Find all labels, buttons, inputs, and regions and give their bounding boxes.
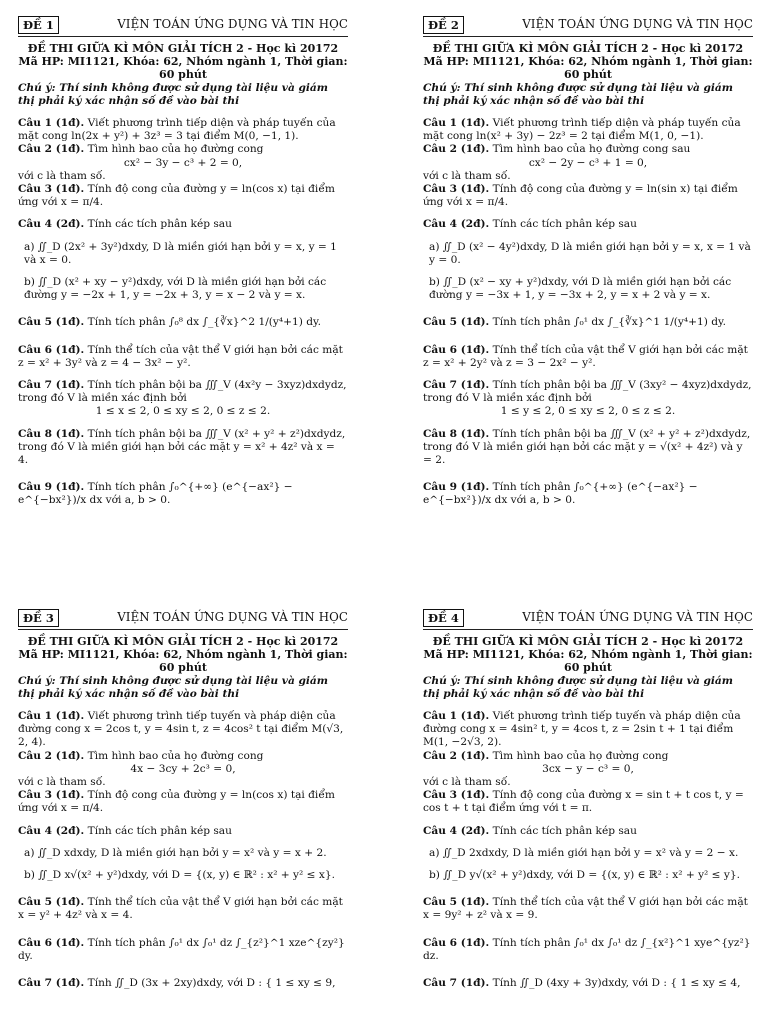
exam-1 — [18, 14, 348, 508]
question-8-domain: trong đó V là miền giới hạn bởi các mặt y = x² + 4z² và x = 4. — [18, 440, 335, 467]
question-7-domain: 1 ≤ x ≤ 2, 0 ≤ xy ≤ 2, 0 ≤ z ≤ 2. — [95, 405, 271, 418]
exam-title: ĐỀ THI GIỮA KÌ MÔN GIẢI TÍCH 2 - Học kì 20172 — [27, 635, 339, 648]
question-2-formula: 4x − 3cy + 2c³ = 0, — [130, 762, 236, 775]
question-3: Câu 3 (1đ). Tính độ cong của đường y = ln(cos x) tại điểm ứng với x = π/4. — [18, 789, 335, 815]
question-7: Câu 7 (1đ). Tính tích phân bội ba ∭_V (4x²y − 3xyz)dxdydz, — [18, 379, 347, 392]
exam-meta: Mã HP: MI1121, Khóa: 62, Nhóm ngành 1, Thời gian: 60 phút — [423, 648, 753, 675]
question-4a: a) ∬_D 2xdxdy, D là miền giới hạn bởi y = x² và y = 2 − x. — [429, 846, 739, 859]
question-8: Câu 8 (1đ). Tính tích phân bội ba ∭_V (x² + y² + z²)dxdydz, — [18, 427, 346, 440]
question-4a: a) ∬_D (x² − 4y²)dxdy, D là miền giới hạn bởi y = x, x = 1 và y = 0. — [429, 240, 751, 266]
question-8: Câu 8 (1đ). Tính tích phân bội ba ∭_V (x² + y² + z²)dxdydz, — [423, 427, 751, 440]
question-1: Câu 1 (1đ). Viết phương trình tiếp tuyến và pháp diện của đường cong x = 4sin² t, y = 4cos t, z = 2sin t + 1 tại điểm M(1, −2√3, 2). — [423, 710, 741, 749]
exam-2 — [423, 14, 753, 508]
question-7-domain-label: trong đó V là miền xác định bởi — [423, 392, 592, 405]
question-6: Câu 6 (1đ). Tính tích phân ∫₀¹ dx ∫₀¹ dz ∫_{x²}^1 xye^{yz²} dz. — [423, 936, 751, 962]
question-2-formula: 3cx − y − c³ = 0, — [542, 762, 634, 775]
question-2-note: với c là tham số. — [423, 169, 511, 182]
exam-header — [18, 607, 348, 630]
question-1: Câu 1 (1đ). Viết phương trình tiếp diện và pháp tuyến của mặt cong ln(2x + y²) + 3z³ = 3 tại điểm M(0, −1, 1). — [18, 117, 336, 143]
question-7: Câu 7 (1đ). Tính ∬_D (4xy + 3y)dxdy, với D : { 1 ≤ xy ≤ 4, — [423, 977, 741, 990]
institute-name: VIỆN TOÁN ỨNG DỤNG VÀ TIN HỌC — [117, 17, 348, 32]
question-4: Câu 4 (2đ). Tính các tích phân kép sau — [423, 824, 637, 837]
question-2: Câu 2 (1đ). Tìm hình bao của họ đường cong — [18, 143, 264, 156]
question-4b: b) ∬_D y√(x² + y²)dxdy, với D = {(x, y) ∈ ℝ² : x² + y² ≤ y}. — [429, 869, 740, 882]
exam-header — [18, 14, 348, 37]
question-4a: a) ∬_D xdxdy, D là miền giới hạn bởi y = x² và y = x + 2. — [24, 846, 327, 859]
question-4: Câu 4 (2đ). Tính các tích phân kép sau — [423, 218, 637, 231]
exam-meta: Mã HP: MI1121, Khóa: 62, Nhóm ngành 1, Thời gian: 60 phút — [423, 55, 753, 82]
institute-name: VIỆN TOÁN ỨNG DỤNG VÀ TIN HỌC — [117, 610, 348, 625]
question-2-note: với c là tham số. — [423, 776, 511, 789]
question-1: Câu 1 (1đ). Viết phương trình tiếp diện và pháp tuyến của mặt cong ln(x² + 3y) − 2z³ = 2 tại điểm M(1, 0, −1). — [423, 117, 741, 143]
question-8-domain: trong đó V là miền giới hạn bởi các mặt y = √(x² + 4z²) và y = 2. — [423, 440, 743, 467]
question-7-domain-label: trong đó V là miền xác định bởi — [18, 392, 187, 405]
exam-4 — [423, 607, 753, 1019]
question-6: Câu 6 (1đ). Tính thể tích của vật thể V giới hạn bởi các mặt z = x² + 2y² và z = 3 − 2x² − y². — [423, 343, 748, 369]
question-3: Câu 3 (1đ). Tính độ cong của đường x = sin t + t cos t, y = cos t + t tại điểm ứng với t = π. — [423, 789, 744, 815]
question-2-formula: cx² − 2y − c³ + 1 = 0, — [528, 156, 648, 169]
question-2-formula: cx² − 3y − c³ + 2 = 0, — [123, 156, 243, 169]
question-2: Câu 2 (1đ). Tìm hình bao của họ đường cong — [423, 749, 669, 762]
question-3: Câu 3 (1đ). Tính độ cong của đường y = ln(sin x) tại điểm ứng với x = π/4. — [423, 183, 738, 209]
question-6: Câu 6 (1đ). Tính tích phân ∫₀¹ dx ∫₀¹ dz ∫_{z²}^1 xze^{zy²} dy. — [18, 936, 345, 962]
question-5: Câu 5 (1đ). Tính tích phân ∫₀⁸ dx ∫_{∛x}^2 1/(y⁴+1) dy. — [18, 316, 321, 329]
question-4: Câu 4 (2đ). Tính các tích phân kép sau — [18, 218, 232, 231]
question-9: Câu 9 (1đ). Tính tích phân ∫₀^{+∞} (e^{−ax²} − e^{−bx²})/x dx với a, b > 0. — [423, 481, 698, 507]
question-2-note: với c là tham số. — [18, 776, 106, 789]
exam-badge: ĐỀ 1 — [18, 16, 59, 34]
exam-note: Chú ý: Thí sinh không được sử dụng tài liệu và giám thị phải ký xác nhận số đề vào bài thi — [423, 674, 734, 700]
exam-3 — [18, 607, 348, 1019]
question-4b: b) ∬_D (x² + xy − y²)dxdy, với D là miền giới hạn bởi các đường y = −2x + 1, y = −2x + 3, y = x − 2 và y = x. — [24, 276, 327, 302]
question-5: Câu 5 (1đ). Tính tích phân ∫₀¹ dx ∫_{∛x}^1 1/(y⁴+1) dy. — [423, 316, 726, 329]
question-4a: a) ∬_D (2x² + 3y²)dxdy, D là miền giới hạn bởi y = x, y = 1 và x = 0. — [24, 240, 337, 266]
exam-meta: Mã HP: MI1121, Khóa: 62, Nhóm ngành 1, Thời gian: 60 phút — [18, 648, 348, 675]
question-4b: b) ∬_D (x² − xy + y²)dxdy, với D là miền giới hạn bởi các đường y = −3x + 1, y = −3x + 2, y = x + 2 và y = x. — [429, 276, 732, 302]
question-9: Câu 9 (1đ). Tính tích phân ∫₀^{+∞} (e^{−ax²} − e^{−bx²})/x dx với a, b > 0. — [18, 481, 293, 507]
exam-header — [423, 607, 753, 630]
institute-name: VIỆN TOÁN ỨNG DỤNG VÀ TIN HỌC — [522, 17, 753, 32]
exam-badge: ĐỀ 3 — [18, 609, 59, 627]
exam-title: ĐỀ THI GIỮA KÌ MÔN GIẢI TÍCH 2 - Học kì 20172 — [27, 42, 339, 55]
question-7-domain: 1 ≤ y ≤ 2, 0 ≤ xy ≤ 2, 0 ≤ z ≤ 2. — [500, 405, 676, 418]
question-2: Câu 2 (1đ). Tìm hình bao của họ đường cong sau — [423, 143, 691, 156]
question-2-note: với c là tham số. — [18, 169, 106, 182]
exam-meta: Mã HP: MI1121, Khóa: 62, Nhóm ngành 1, Thời gian: 60 phút — [18, 55, 348, 82]
question-6: Câu 6 (1đ). Tính thể tích của vật thể V giới hạn bởi các mặt z = x² + 3y² và z = 4 − 3x² − y². — [18, 343, 343, 369]
question-4b: b) ∬_D x√(x² + y²)dxdy, với D = {(x, y) ∈ ℝ² : x² + y² ≤ x}. — [24, 869, 335, 882]
exam-header — [423, 14, 753, 37]
question-1: Câu 1 (1đ). Viết phương trình tiếp tuyến và pháp diện của đường cong x = 2cos t, y = 4sin t, z = 4cos² t tại điểm M(√3, 2, 4). — [18, 710, 344, 749]
exam-note: Chú ý: Thí sinh không được sử dụng tài liệu và giám thị phải ký xác nhận số đề vào bài thi — [18, 81, 329, 107]
question-3: Câu 3 (1đ). Tính độ cong của đường y = ln(cos x) tại điểm ứng với x = π/4. — [18, 183, 335, 209]
question-4: Câu 4 (2đ). Tính các tích phân kép sau — [18, 824, 232, 837]
exam-title: ĐỀ THI GIỮA KÌ MÔN GIẢI TÍCH 2 - Học kì 20172 — [432, 42, 744, 55]
exam-title: ĐỀ THI GIỮA KÌ MÔN GIẢI TÍCH 2 - Học kì 20172 — [432, 635, 744, 648]
question-5: Câu 5 (1đ). Tính thể tích của vật thể V giới hạn bởi các mặt x = 9y² + z² và x = 9. — [423, 896, 748, 922]
exam-note: Chú ý: Thí sinh không được sử dụng tài liệu và giám thị phải ký xác nhận số đề vào bài thi — [423, 81, 734, 107]
institute-name: VIỆN TOÁN ỨNG DỤNG VÀ TIN HỌC — [522, 610, 753, 625]
exam-badge: ĐỀ 4 — [423, 609, 464, 627]
question-2: Câu 2 (1đ). Tìm hình bao của họ đường cong — [18, 749, 264, 762]
exam-badge: ĐỀ 2 — [423, 16, 464, 34]
question-7: Câu 7 (1đ). Tính tích phân bội ba ∭_V (3xy² − 4xyz)dxdydz, — [423, 379, 752, 392]
exam-note: Chú ý: Thí sinh không được sử dụng tài liệu và giám thị phải ký xác nhận số đề vào bài thi — [18, 674, 329, 700]
question-5: Câu 5 (1đ). Tính thể tích của vật thể V giới hạn bởi các mặt x = y² + 4z² và x = 4. — [18, 896, 343, 922]
question-7: Câu 7 (1đ). Tính ∬_D (3x + 2xy)dxdy, với D : { 1 ≤ xy ≤ 9, — [18, 977, 336, 990]
